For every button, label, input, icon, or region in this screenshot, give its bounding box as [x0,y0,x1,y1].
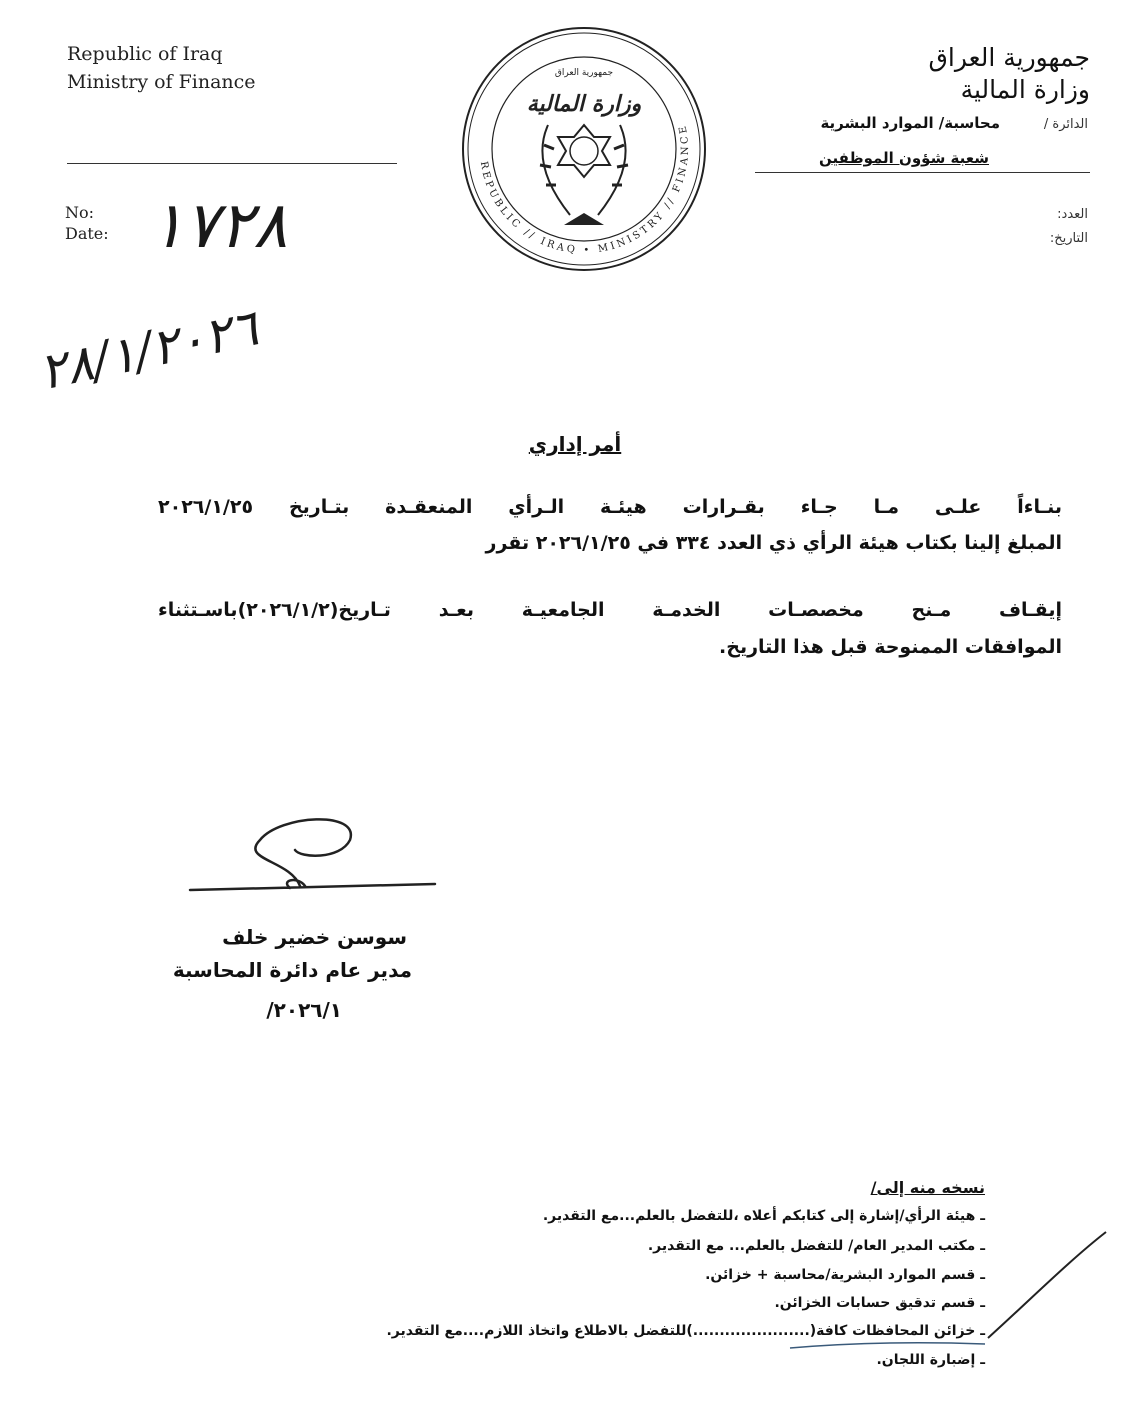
copy-recipient: ـ هيئة الرأي/إشارة إلى كتابكم أعلاه ،للتفضل بالعلم...مع التقدير. [542,1208,985,1224]
copy-recipient: ـ قسم الموارد البشرية/محاسبة + خزائن. [705,1267,985,1283]
header-divider-right [755,172,1090,173]
copy-recipient: ـ إضبارة اللجان. [876,1352,985,1368]
body-paragraph-1-line-2: المبلغ إلينا بكتاب هيئة الرأي ذي العدد ٣٣٤ في ٢٠٢٦/١/٢٥ تقرر [485,532,1062,554]
signatory-date: ٢٠٢٦/١/ [266,998,342,1022]
arabic-header [929,42,1091,106]
number-label-ar: العدد: [1057,207,1088,222]
section-name: شعبة شؤون الموظفين [819,149,989,167]
header-divider-left [67,163,397,164]
copy-recipient: ـ مكتب المدير العام/ للتفضل بالعلم... مع التقدير. [647,1238,985,1254]
date-label-en: Date: [65,224,109,243]
ministry-name-en: Ministry of Finance [67,71,256,93]
country-name-ar: جمهورية العراق [928,43,1090,72]
reference-labels-en [65,202,109,244]
handwritten-number: ١٧٢٨ [150,189,288,263]
department-label: الدائرة / [1043,117,1088,132]
seal-center-text: وزارة المالية [526,92,642,117]
english-header [67,40,256,96]
department-value: محاسبة/ الموارد البشرية [820,114,1000,132]
pen-mark [780,1220,1120,1350]
handwritten-date: ٢٨/١/٢٠٢٦ [33,298,263,402]
body-paragraph-2-line-1: إيقـاف مـنح مخصصـات الخدمـة الجامعيـة بعـد تـاريخ(٢٠٢٦/١/٢)باسـتثناء [158,599,1062,621]
signatory-title: مدير عام دائرة المحاسبة [172,958,412,982]
seal-top-text: جمهورية العراق [554,68,614,78]
signatory-name: سوسن خضير خلف [222,925,407,949]
body-paragraph-1-line-1: بنـاءاً علـى مـا جـاء بقـرارات هيئـة الـرأي المنعقـدة بتـاريخ ٢٠٢٦/١/٢٥ [158,496,1062,518]
copy-recipient: ـ قسم تدقيق حسابات الخزائن. [774,1295,985,1311]
ministry-name-ar: وزارة المالية [960,75,1090,104]
copy-recipient: ـ خزائن المحافظات كافة(......................)للتفضل بالاطلاع واتخاذ اللازم....مع التقدير. [386,1323,985,1339]
svg-text:REPUBLIC // IRAQ • MINISTRY // [478,122,691,256]
body-paragraph-2-line-2: الموافقات الممنوحة قبل هذا التاريخ. [719,636,1062,658]
seal-ring-text: REPUBLIC // IRAQ • MINISTRY // FINANCE [477,122,692,257]
ministry-seal [460,25,708,273]
copies-heading: نسخه منه إلى/ [870,1178,985,1197]
country-name-en: Republic of Iraq [67,43,223,65]
date-label-ar: التاريخ: [1049,231,1088,246]
number-label-en: No: [65,203,95,222]
reference-labels-ar [1050,203,1088,251]
handwritten-signature [180,800,450,900]
seal-emblem-icon [540,125,628,225]
document-title: أمر إداري [528,432,622,456]
